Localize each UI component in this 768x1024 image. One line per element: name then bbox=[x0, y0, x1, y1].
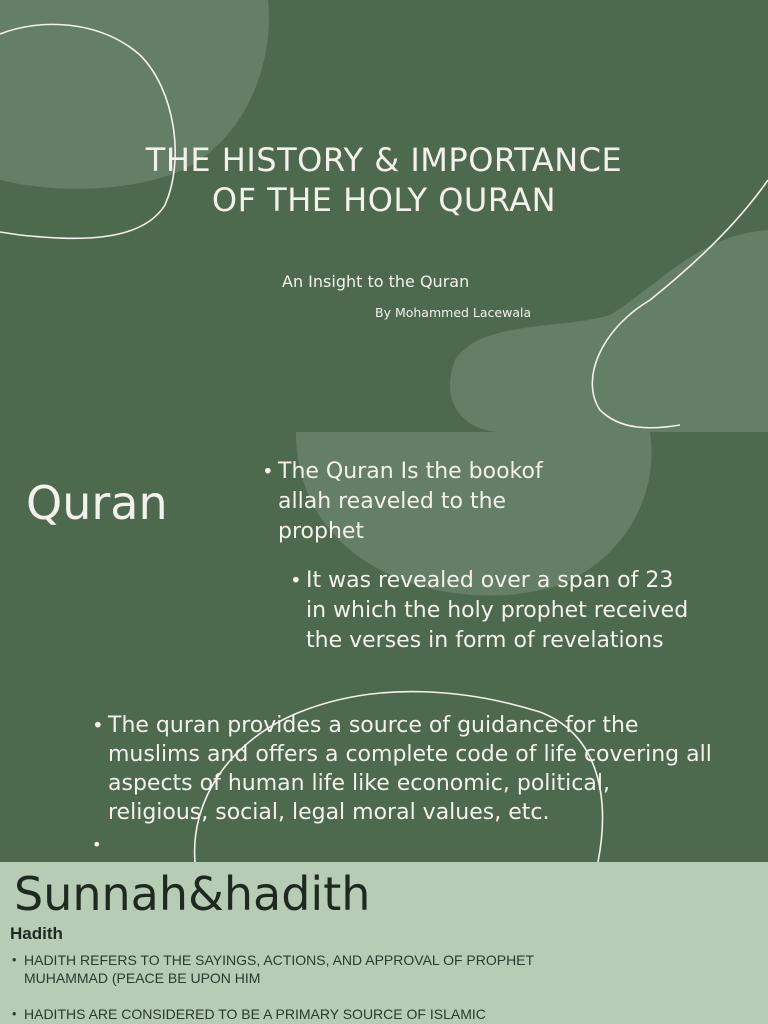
quran-heading: Quran bbox=[26, 476, 168, 530]
quran-bullet-1: • The Quran Is the bookof allah reaveled to the prophet bbox=[262, 457, 592, 547]
author-byline: By Mohammed Lacewala bbox=[375, 305, 532, 320]
title-line-1: THE HISTORY & IMPORTANCE bbox=[145, 141, 623, 179]
quran-bullet-list-2 bbox=[290, 566, 690, 656]
quran-bullet-2: • It was revealed over a span of 23 in which the holy prophet received the verses in form of revelations bbox=[290, 566, 690, 656]
subtitle: An Insight to the Quran bbox=[282, 272, 470, 291]
quran-bullet-list-3 bbox=[92, 711, 712, 827]
hadith-subheading: Hadith bbox=[10, 924, 63, 943]
quran-bullet-list-1 bbox=[262, 457, 592, 547]
hadith-bullet-2: • HADITHS ARE CONSIDERED TO BE A PRIMARY SOURCE OF ISLAMIC bbox=[12, 1005, 572, 1023]
hadith-bullet-list bbox=[12, 951, 572, 1024]
hadith-bullet-1: • HADITH REFERS TO THE SAYINGS, ACTIONS, AND APPROVAL OF PROPHET MUHAMMAD (PEACE BE UPON HIM bbox=[12, 951, 572, 987]
quran-bullet-3: • The quran provides a source of guidance for the muslims and offers a complete code of life covering all aspects of human life like economic, political, religious, social, legal moral values, etc. bbox=[92, 711, 712, 827]
page-title bbox=[60, 140, 708, 220]
sunnah-hadith-band bbox=[0, 862, 768, 1024]
sunnah-hadith-heading: Sunnah&hadith bbox=[14, 867, 371, 921]
title-line-2: OF THE HOLY QURAN bbox=[211, 181, 557, 219]
right-blob bbox=[450, 230, 768, 432]
